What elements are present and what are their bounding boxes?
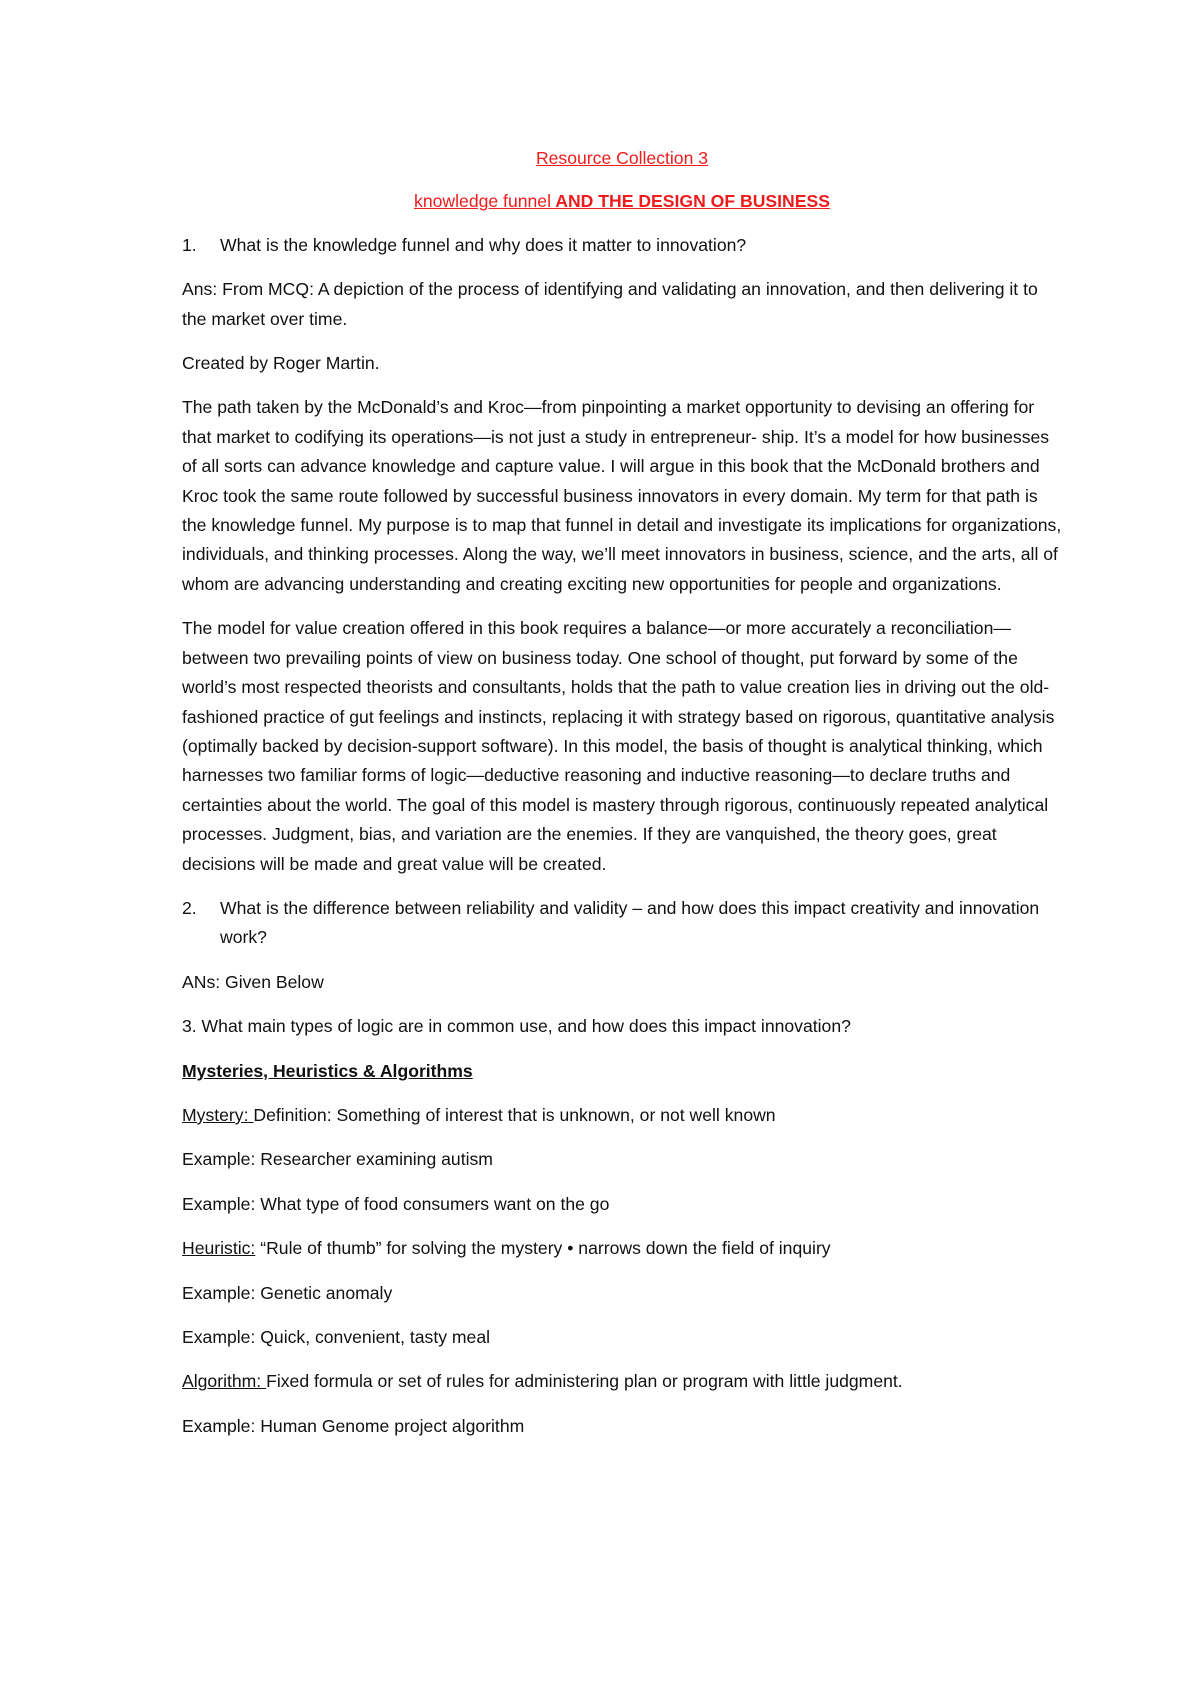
heuristic-example-2: Example: Quick, convenient, tasty meal [182,1327,491,1347]
question-3: 3. What main types of logic are in common use, and how does this impact innovation? [182,1016,851,1037]
document-title: Resource Collection 3 [535,148,709,168]
section-heading: Mysteries, Heuristics & Algorithms [182,1060,473,1081]
heuristic-example-1: Example: Genetic anomaly [182,1282,393,1303]
heuristic-label: Heuristic: [182,1238,256,1259]
paragraph-2: The model for value creation offered in this book requires a balance—or more accurately a reconciliation—between two prevailing points of view on business today. One school of thought, put forward by some of the world’s most respected theorists and consultants, holds that the path to value creation lies in driving out the old-fashioned practice of gut feelings and instincts, replacing it with strategy based on rigorous, quantitative analysis (optimally backed by decision-support software). In this model, the basis of thought is analytical thinking, which harnesses two familiar forms of logic—deductive reasoning and inductive reasoning—to declare truths and certainties about the world. The goal of this model is mastery through rigorous, continuously repeated analytical processes. Judgment, bias, and variation are the enemies. If they are vanquished, the theory goes, great decisions will be made and great value will be created. [182,618,1055,874]
mystery-example-2: Example: What type of food consumers want on the go [182,1193,610,1214]
created-by: Created by Roger Martin. [182,353,380,374]
document-subtitle [182,187,1062,216]
subtitle-upper: AND THE DESIGN OF BUSINESS [555,191,830,212]
heuristic-definition [182,1234,1062,1263]
mystery-definition [182,1101,1062,1130]
algorithm-definition [182,1367,1062,1396]
question-2-number: 2. [182,897,197,918]
mystery-label: Mystery: [182,1104,254,1125]
question-2-text: What is the difference between reliability and validity – and how does this impact creativity and innovation work? [220,897,1040,948]
question-1-number: 1. [182,234,197,255]
mystery-text: Definition: Something of interest that is unknown, or not well known [253,1104,776,1125]
question-1-text: What is the knowledge funnel and why does it matter to innovation? [220,234,747,255]
answer-1: Ans: From MCQ: A depiction of the process of identifying and validating an innovation, and then delivering it to the market over time. [182,279,1038,329]
mystery-example-1: Example: Researcher examining autism [182,1149,493,1170]
algorithm-example-1: Example: Human Genome project algorithm [182,1415,525,1436]
algorithm-label: Algorithm: [182,1371,267,1392]
answer-2: ANs: Given Below [182,971,324,992]
question-2 [182,894,1062,953]
document-content [182,144,1062,1456]
question-1 [182,231,1062,260]
heuristic-text: “Rule of thumb” for solving the mystery • narrows down the field of inquiry [255,1238,831,1259]
algorithm-text: Fixed formula or set of rules for administering plan or program with little judgment. [266,1371,903,1392]
paragraph-1: The path taken by the McDonald’s and Kroc—from pinpointing a market opportunity to devising an offering for that market to codifying its operations—is not just a study in entrepreneur- ship. It’s a model for how businesses of all sorts can advance knowledge and capture value. I will argue in this book that the McDonald brothers and Kroc took the same route followed by successful business innovators in every domain. My term for that path is the knowledge funnel. My purpose is to map that funnel in detail and investigate its implications for organizations, individuals, and thinking processes. Along the way, we’ll meet innovators in business, science, and the arts, all of whom are advancing understanding and creating exciting new opportunities for people and organizations. [182,397,1062,594]
subtitle-lower: knowledge funnel [414,191,551,212]
